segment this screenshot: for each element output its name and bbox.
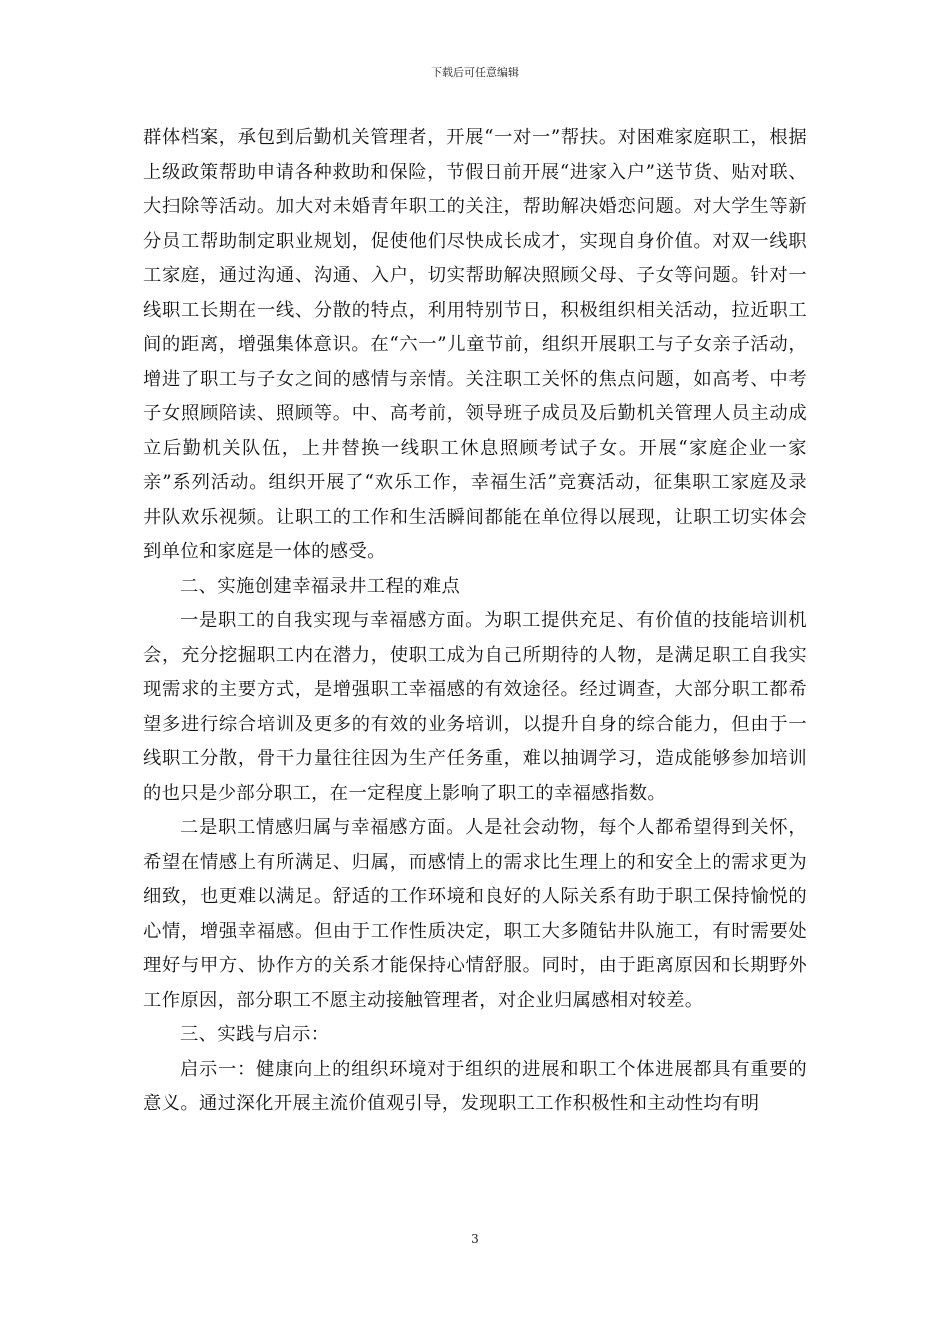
paragraph-self-realization: 一是职工的自我实现与幸福感方面。为职工提供充足、有价值的技能培训机会，充分挖掘职工内在潜力，使职工成为自己所期待的人物，是满足职工自我实现需求的主要方式，是增强职工幸福感的有效途径。经过调查，大部分职工都希望多进行综合培训及更多的有效的业务培训，以提升自身的综合能力，但由于一线职工分散，骨干力量往往因为生产任务重，难以抽调学习，造成能够参加培训的也只是少部分职工，在一定程度上影响了职工的幸福感指数。: [143, 610, 807, 804]
section-heading-practice: 三、实践与启示：: [180, 1024, 330, 1045]
page-number: 3: [471, 1232, 479, 1246]
paragraph-continuation: 群体档案，承包到后勤机关管理者，开展“一对一”帮扶。对困难家庭职工，根据上级政策帮助申请各种救助和保险，节假日前开展“进家入户”送节货、贴对联、大扫除等活动。加大对未婚青年职工的关注，帮助解决婚恋问题。对大学生等新分员工帮助制定职业规划，促使他们尽快成长成才，实现自身价值。对双一线职工家庭，通过沟通、沟通、入户，切实帮助解决照顾父母、子女等问题。针对一线职工长期在一线、分散的特点，利用特别节日，积极组织相关活动，拉近职工间的距离，增强集体意识。在“六一”儿童节前，组织开展职工与子女亲子活动，增进了职工与子女之间的感情与亲情。关注职工关怀的焦点问题，如高考、中考子女照顾陪读、照顾等。中、高考前，领导班子成员及后勤机关管理人员主动成立后勤机关队伍，上井替换一线职工休息照顾考试子女。开展“家庭企业一家亲”系列活动。组织开展了“欢乐工作，幸福生活”竞赛活动，征集职工家庭及录井队欢乐视频。让职工的工作和生活瞬间都能在单位得以展现，让职工切实体会到单位和家庭是一体的感受。: [143, 127, 807, 562]
paragraph-emotional-belonging: 二是职工情感归属与幸福感方面。人是社会动物，每个人都希望得到关怀，希望在情感上有所满足、归属，而感情上的需求比生理上的和安全上的需求更为细致，也更难以满足。舒适的工作环境和良好的人际关系有助于职工保持愉悦的心情，增强幸福感。但由于工作性质决定，职工大多随钻井队施工，有时需要处理好与甲方、协作方的关系才能保持心情舒服。同时，由于距离原因和长期野外工作原因，部分职工不愿主动接触管理者，对企业归属感相对较差。: [143, 817, 807, 1011]
paragraph-insight-one: 启示一：健康向上的组织环境对于组织的进展和职工个体进展都具有重要的意义。通过深化开展主流价值观引导，发现职工工作积极性和主动性均有明: [143, 1058, 807, 1114]
section-heading-difficulties: 二、实施创建幸福录井工程的难点: [180, 575, 461, 597]
document-body: [143, 121, 807, 1122]
page-header: 下载后可任意编辑: [431, 66, 519, 79]
